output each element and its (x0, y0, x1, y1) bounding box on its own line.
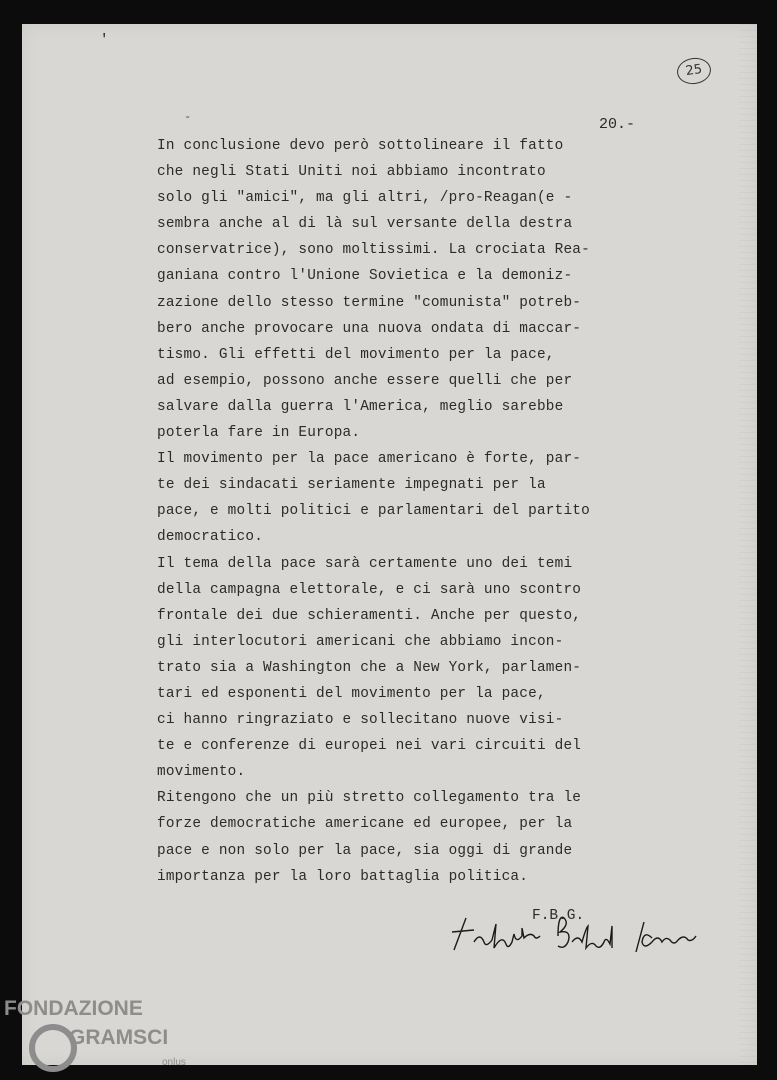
typewritten-body (157, 133, 627, 890)
text-line: sembra anche al di là sul versante della destra (157, 216, 573, 233)
text-line: tari ed esponenti del movimento per la pace, (157, 685, 546, 702)
text-line: forze democratiche americane ed europee, per la (157, 816, 573, 833)
text-line: bero anche provocare una nuova ondata di maccar- (157, 320, 582, 337)
pen-tick-mark: ' (100, 32, 109, 48)
text-line: gli interlocutori americani che abbiamo incon- (157, 633, 564, 650)
text-line: conservatrice), sono moltissimi. La crociata Rea- (157, 242, 590, 259)
text-line: Il tema della pace sarà certamente uno dei temi (157, 555, 573, 572)
text-line: solo gli "amici", ma gli altri, /pro-Reagan(e - (157, 190, 573, 207)
text-line: poterla fare in Europa. (157, 425, 361, 442)
handwritten-signature (438, 908, 738, 958)
text-line: trato sia a Washington che a New York, parlamen- (157, 659, 582, 676)
text-line: te dei sindacati seriamente impegnati per la (157, 477, 546, 494)
text-line: ganiana contro l'Unione Sovietica e la demoniz- (157, 268, 573, 285)
logo-line-1: FONDAZIONE (4, 997, 143, 1020)
logo-line-2: GRAMSCI (69, 1026, 169, 1049)
author-initials: F.B.G. (532, 908, 585, 924)
text-line: democratico. (157, 529, 264, 546)
pencil-dash: - (184, 110, 192, 124)
text-line: della campagna elettorale, e ci sarà uno scontro (157, 581, 582, 598)
text-line: movimento. (157, 764, 246, 781)
text-line: importanza per la loro battaglia politica. (157, 868, 529, 885)
text-line: pace e non solo per la pace, sia oggi di grande (157, 842, 573, 859)
text-line: salvare dalla guerra l'America, meglio sarebbe (157, 398, 564, 415)
text-line: che negli Stati Uniti noi abbiamo incontrato (157, 164, 546, 181)
text-line: ci hanno ringraziato e sollecitano nuove visi- (157, 712, 564, 729)
archive-stamp: 25 (675, 56, 712, 86)
text-line: Ritengono che un più stretto collegamento tra le (157, 790, 582, 807)
text-line: tismo. Gli effetti del movimento per la pace, (157, 346, 555, 363)
text-line: ad esempio, possono anche essere quelli che per (157, 372, 573, 389)
text-line: zazione dello stesso termine "comunista" potreb- (157, 294, 582, 311)
text-line: In conclusione devo però sottolineare il fatto (157, 138, 564, 154)
text-line: frontale dei due schieramenti. Anche per questo, (157, 607, 582, 624)
text-line: pace, e molti politici e parlamentari del partito (157, 503, 590, 520)
text-line: Il movimento per la pace americano è forte, par- (157, 451, 582, 468)
text-line: te e conferenze di europei nei vari circuiti del (157, 738, 582, 755)
fondazione-gramsci-logo (4, 994, 194, 1074)
logo-line-3: onlus (162, 1057, 186, 1068)
page-number: 20.- (599, 116, 636, 133)
